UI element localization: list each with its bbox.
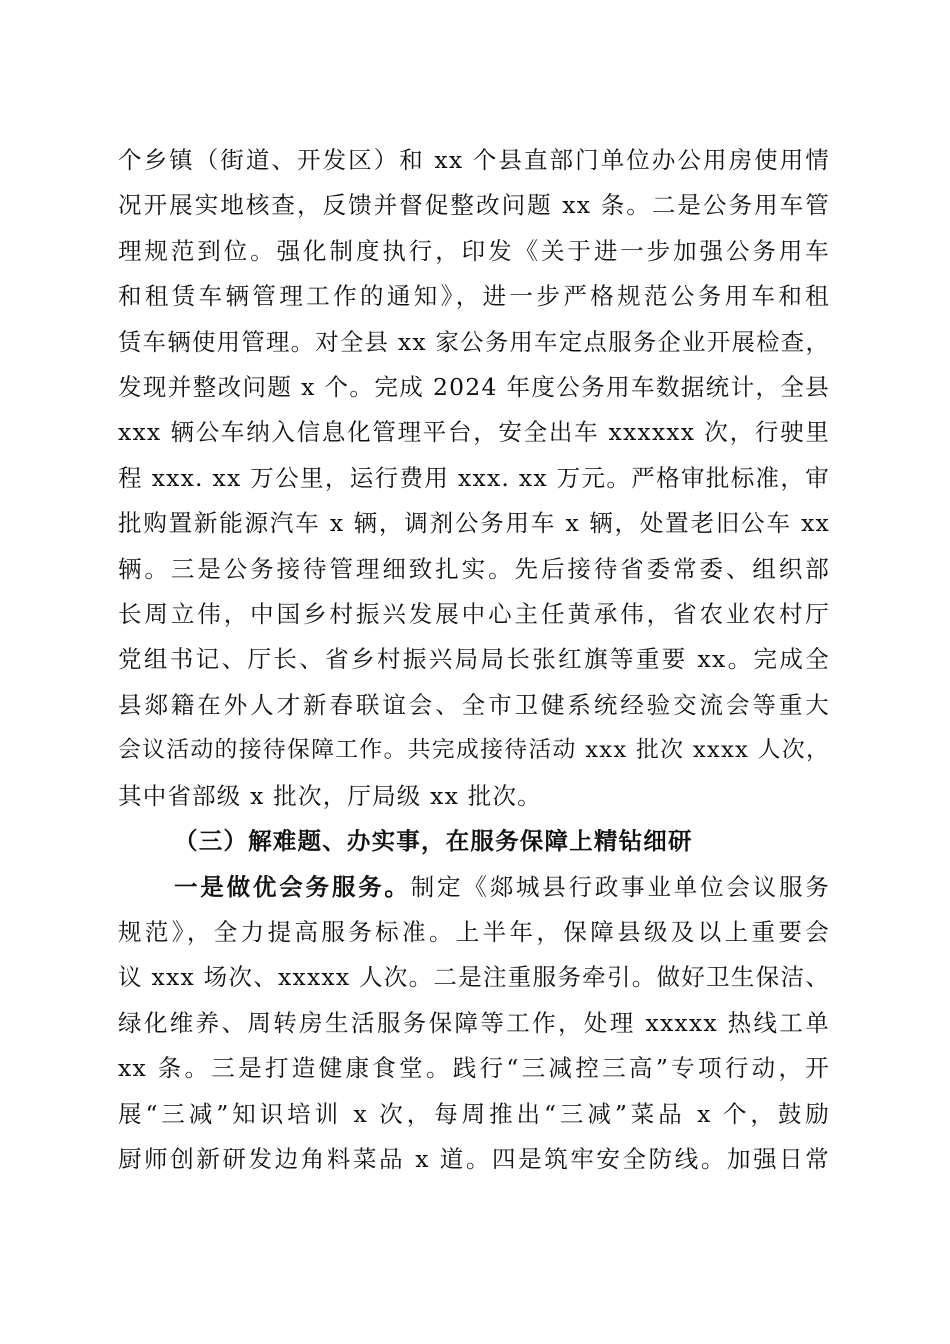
text-line: 况开展实地核查，反馈并督促整改问题 xx 条。二是公务用车管 <box>118 191 830 220</box>
document-body <box>118 138 830 1182</box>
text-line: 个乡镇（街道、开发区）和 xx 个县直部门单位办公用房使用情 <box>118 146 830 174</box>
text-line: 县郯籍在外人才新春联谊会、全市卫健系统经验交流会等重大 <box>118 690 830 719</box>
text-line: 议 xxx 场次、xxxxx 人次。二是注重服务牵引。做好卫生保洁、 <box>118 963 830 992</box>
text-line: 党组书记、厅长、省乡村振兴局局长张红旗等重要 xx。完成全 <box>118 645 830 674</box>
text-line: 绿化维养、周转房生活服务保障等工作，处理 xxxxx 热线工单 <box>118 1008 830 1037</box>
text-line: 和租赁车辆管理工作的通知》，进一步严格规范公务用车和租 <box>118 282 830 311</box>
lead-phrase: 一是做优会务服务。 <box>174 872 411 901</box>
text-line: xx 条。三是打造健康食堂。践行“三减控三高”专项行动，开 <box>118 1054 830 1083</box>
text-line: 程 xxx. xx 万公里，运行费用 xxx. xx 万元。严格审批标准，审 <box>118 463 830 492</box>
text-line: 赁车辆使用管理。对全县 xx 家公务用车定点服务企业开展检查， <box>118 327 830 356</box>
text-line: 展“三减”知识培训 x 次，每周推出“三减”菜品 x 个，鼓励 <box>118 1099 830 1128</box>
text-line: 长周立伟，中国乡村振兴发展中心主任黄承伟，省农业农村厅 <box>118 600 830 629</box>
text-segment: 制定《郯城县行政事业单位会议服务 <box>410 872 830 901</box>
text-line: 批购置新能源汽车 x 辆，调剂公务用车 x 辆，处置老旧公车 xx <box>118 509 830 538</box>
text-line: 发现并整改问题 x 个。完成 2024 年度公务用车数据统计，全县 <box>118 373 830 402</box>
section-heading: （三）解难题、办实事，在服务保障上精钻细研 <box>174 827 693 856</box>
text-line: 规范》，全力提高服务标准。上半年，保障县级及以上重要会 <box>118 917 830 946</box>
text-line: 会议活动的接待保障工作。共完成接待活动 xxx 批次 xxxx 人次， <box>118 737 830 764</box>
text-line: 厨师创新研发边角料菜品 x 道。四是筑牢安全防线。加强日常 <box>118 1144 830 1173</box>
text-line: xxx 辆公车纳入信息化管理平台，安全出车 xxxxxx 次，行驶里 <box>118 418 830 447</box>
paragraph-service-guarantee <box>118 865 830 1183</box>
text-line: 辆。三是公务接待管理细致扎实。先后接待省委常委、组织部 <box>118 554 830 583</box>
text-line: 理规范到位。强化制度执行，印发《关于进一步加强公务用车 <box>118 236 830 265</box>
text-line <box>118 865 830 910</box>
text-line: 其中省部级 x 批次，厅局级 xx 批次。 <box>118 781 542 810</box>
paragraph-office-vehicles-reception <box>118 138 830 819</box>
